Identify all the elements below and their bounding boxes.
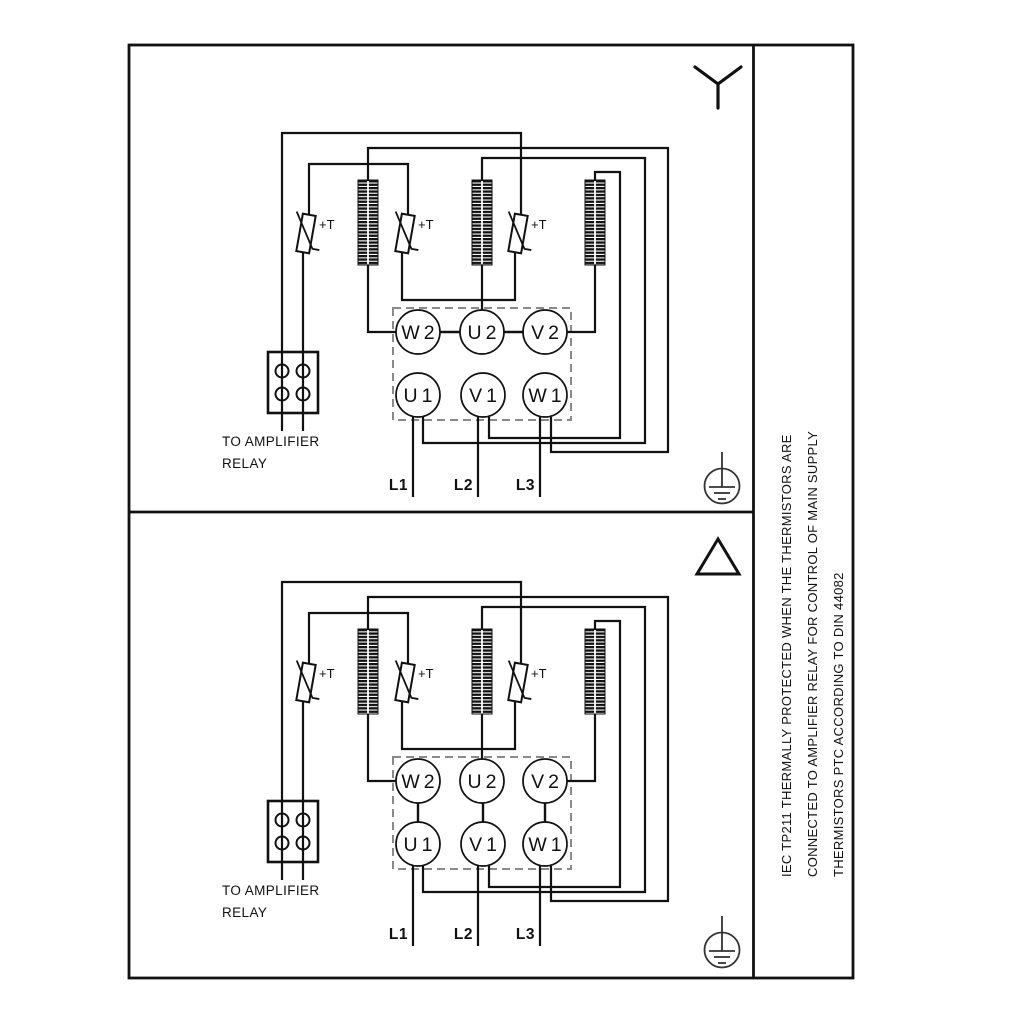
terminal-v2-label: V2 [531,771,563,793]
star-diagram [222,67,741,504]
terminal-u2-label: U2 [467,322,501,344]
terminal-w2-label: W2 [401,771,439,793]
winding-coil-3 [585,180,605,265]
terminal-w1-label: W1 [528,834,566,856]
thermistor-3-label: +T [531,666,547,681]
supply-l3-label: L3 [515,477,535,494]
winding-coil-3 [585,629,605,714]
terminal-u1-label: U1 [403,385,437,407]
note-line-2: CONNECTED TO AMPLIFIER RELAY FOR CONTROL OF MAIN SUPPLY [805,430,820,877]
delta-diagram [222,539,740,968]
thermistor-link-bottom-wire [402,702,515,749]
thermistor-link-bottom-wire [402,253,515,300]
relay-terminal-box [268,801,318,862]
thermistor-1-label: +T [319,217,335,232]
coil3-to-v2-wire [567,714,595,781]
terminal-w2-label: W2 [401,322,439,344]
delta-symbol-icon [697,539,739,574]
supply-l1-label: L1 [388,926,408,943]
earth-ground-icon [705,452,740,504]
winding-coil-2 [472,629,492,714]
relay-caption-line1: TO AMPLIFIER [222,434,320,449]
thermistor-1-label: +T [319,666,335,681]
terminal-u1-label: U1 [403,834,437,856]
thermistor-3-label: +T [531,217,547,232]
coil3-to-v2-wire [567,265,595,332]
thermistor-2-label: +T [418,666,434,681]
winding-coil-1 [358,180,378,265]
supply-l2-label: L2 [453,477,473,494]
coil1-to-w2-wire [368,265,396,332]
supply-l1-label: L1 [388,477,408,494]
supply-l3-label: L3 [515,926,535,943]
winding-coil-2 [472,180,492,265]
coil1-to-w2-wire [368,714,396,781]
note-line-1: IEC TP211 THERMALLY PROTECTED WHEN THE THERMISTORS ARE [779,434,794,877]
terminal-w1-label: W1 [528,385,566,407]
relay-caption-line1: TO AMPLIFIER [222,883,320,898]
thermistor-2-label: +T [418,217,434,232]
star-symbol-icon [695,67,741,108]
terminal-v2-label: V2 [531,322,563,344]
supply-l2-label: L2 [453,926,473,943]
relay-terminal-box [268,352,318,413]
terminal-u2-label: U2 [467,771,501,793]
relay-caption-line2: RELAY [222,456,268,471]
terminal-v1-label: V1 [469,385,501,407]
relay-caption-line2: RELAY [222,905,268,920]
note-panel [779,431,846,877]
terminal-v1-label: V1 [469,834,501,856]
earth-ground-icon [705,916,740,968]
winding-coil-1 [358,629,378,714]
note-line-3: THERMISTORS PTC ACCORDING TO DIN 44082 [831,572,846,877]
